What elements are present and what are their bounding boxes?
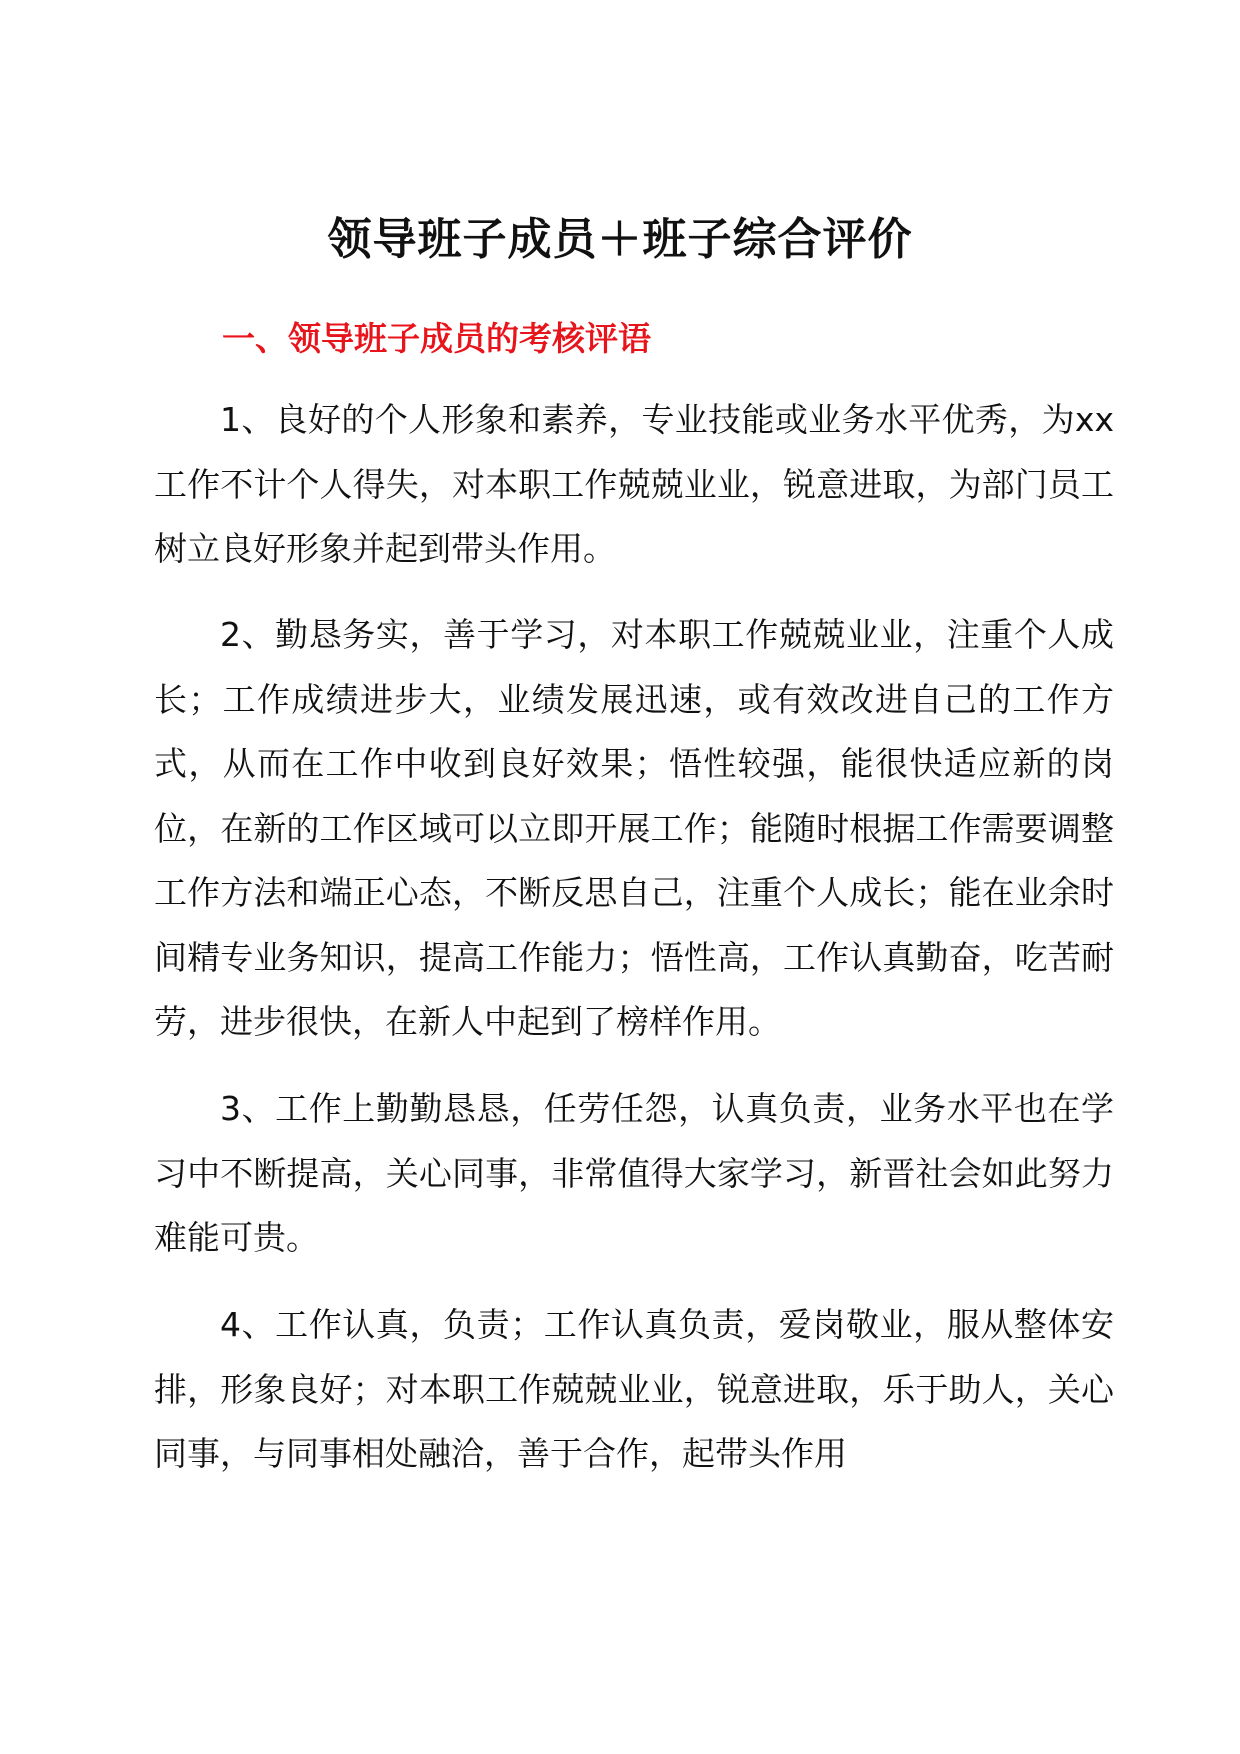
section-heading: 一、领导班子成员的考核评语 — [222, 319, 651, 358]
paragraph-1: 1、良好的个人形象和素养，专业技能或业务水平优秀，为xx 工作不计个人得失，对本职工作兢兢业业，锐意进取，为部门员工树立良好形象并起到带头作用。 — [154, 400, 1114, 568]
document-title: 领导班子成员＋班子综合评价 — [327, 214, 913, 265]
paragraph-2: 2、勤恳务实，善于学习，对本职工作兢兢业业，注重个人成长；工作成绩进步大，业绩发展迅速，或有效改进自己的工作方式，从而在工作中收到良好效果；悟性较强，能很快适应新的岗位，在新的工作区域可以立即开展工作；能随时根据工作需要调整工作方法和端正心态，不断反思自己，注重个人成长；能在业余时间精专业务知识，提高工作能力；悟性高，工作认真勤奋，吃苦耐劳，进步很快，在新人中起到了榜样作用。 — [154, 615, 1114, 1041]
paragraph-3: 3、工作上勤勤恳恳，任劳任怨，认真负责，业务水平也在学习中不断提高，关心同事，非常值得大家学习，新晋社会如此努力难能可贵。 — [154, 1089, 1114, 1257]
paragraph-4: 4、工作认真，负责；工作认真负责，爱岗敬业，服从整体安排，形象良好；对本职工作兢兢业业，锐意进取，乐于助人，关心同事，与同事相处融洽，善于合作，起带头作用 — [154, 1305, 1114, 1473]
